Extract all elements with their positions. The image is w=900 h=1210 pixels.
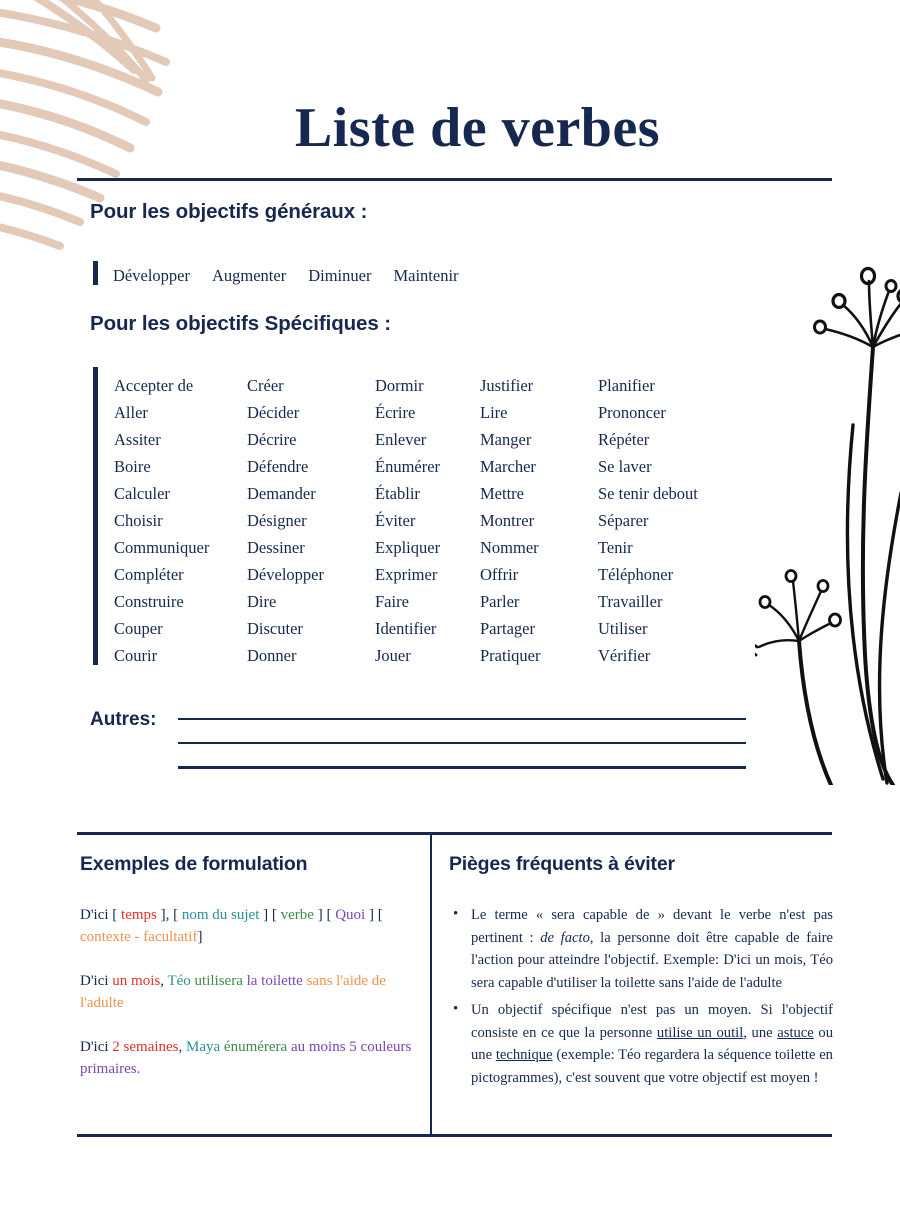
specific-verb-item: Faire <box>375 592 409 611</box>
example-segment: [ <box>112 907 122 923</box>
specific-verb-item: Prononcer <box>598 403 666 422</box>
panel-pitfalls <box>449 853 833 1094</box>
specific-verb-item: Courir <box>114 646 158 665</box>
verb-column <box>375 372 480 669</box>
example-segment: temps <box>121 907 157 923</box>
specific-verbs-grid <box>114 372 748 669</box>
specific-verb-item: Pratiquer <box>480 646 541 665</box>
specific-verb-item: Décrire <box>247 430 297 449</box>
verb-column <box>480 372 598 669</box>
specific-verb-item: Créer <box>247 376 284 395</box>
autres-write-in-lines[interactable] <box>178 718 746 769</box>
example-segment: la toilette <box>246 973 307 989</box>
specific-verb-item: Établir <box>375 484 420 503</box>
example-segment: [ <box>373 907 383 923</box>
specific-verb-item: Énumérer <box>375 457 441 476</box>
specific-verb-item: Tenir <box>598 538 633 557</box>
specific-verb-item: Calculer <box>114 484 170 503</box>
pitfall-item <box>449 904 833 994</box>
example-segment: , <box>178 1039 187 1055</box>
specific-verb-item: Donner <box>247 646 297 665</box>
section-heading-specific: Pour les objectifs Spécifiques : <box>90 312 391 335</box>
specific-verb-item: Exprimer <box>375 565 438 584</box>
example-segment: utilisera <box>194 973 247 989</box>
verb-column <box>598 372 748 669</box>
pitfalls-list <box>449 904 833 1089</box>
specific-verb-item: Écrire <box>375 403 416 422</box>
examples-container <box>80 904 420 1080</box>
example-segment: D'ici <box>80 907 113 923</box>
specific-verb-item: Assiter <box>114 430 161 449</box>
section-heading-general: Pour les objectifs généraux : <box>90 200 368 223</box>
example-segment: ] <box>313 907 327 923</box>
specific-verb-item: Couper <box>114 619 163 638</box>
formulation-example <box>80 970 420 1014</box>
pitfall-segment: (exemple: Téo regardera la séquence toilette en pictogrammes), c'est souvent que votre objectif est moyen ! <box>471 1047 833 1086</box>
example-segment: Quoi <box>335 907 366 923</box>
specific-verb-item: Partager <box>480 619 535 638</box>
accent-bar-general <box>93 261 98 285</box>
example-segment: [ <box>326 907 336 923</box>
specific-verb-item: Demander <box>247 484 316 503</box>
example-segment: un mois <box>112 973 161 989</box>
specific-verb-item: Construire <box>114 592 184 611</box>
title-divider <box>77 178 832 181</box>
panels-bottom-divider <box>77 1134 832 1137</box>
pitfall-segment: , la personne doit être capable de faire l'action pour atteindre l'objectif. Exemple: D'ici un mois, Téo sera capable d'utiliser la toilette sans l'aide de l'adulte <box>471 929 833 991</box>
specific-verb-item: Expliquer <box>375 538 441 557</box>
specific-verb-item: Se laver <box>598 457 652 476</box>
formulation-example <box>80 1036 420 1080</box>
example-segment: , <box>160 973 168 989</box>
specific-verb-item: Montrer <box>480 511 535 530</box>
pitfall-segment: Le terme « sera capable de » devant le verbe n'est pas pertinent : <box>471 907 833 946</box>
panel-examples-title: Exemples de formulation <box>80 853 308 875</box>
pitfall-segment: Un objectif spécifique n'est pas un moyen. Si l'objectif consiste en ce que la personne <box>471 1002 833 1041</box>
specific-verb-item: Travailler <box>598 592 663 611</box>
autres-blank-line[interactable] <box>178 742 746 744</box>
specific-verb-item: Répéter <box>598 430 650 449</box>
example-segment: énumérera <box>223 1039 291 1055</box>
example-segment: contexte - facultatif <box>80 929 198 945</box>
specific-verb-item: Compléter <box>114 565 184 584</box>
specific-verb-item: Développer <box>247 565 324 584</box>
bullet-icon: • <box>453 906 459 922</box>
general-verb-item: Développer <box>113 266 190 285</box>
specific-verb-item: Dire <box>247 592 277 611</box>
example-segment: D'ici <box>80 973 113 989</box>
pitfall-segment: , une <box>743 1024 778 1041</box>
pitfall-segment: astuce <box>777 1024 814 1041</box>
specific-verb-item: Parler <box>480 592 520 611</box>
bullet-icon: • <box>453 1001 459 1017</box>
autres-blank-line[interactable] <box>178 766 746 768</box>
example-segment: sans l'aide de l'adulte <box>80 973 386 1011</box>
page-title: Liste de verbes <box>294 97 661 159</box>
pitfall-segment: de facto <box>540 929 590 946</box>
specific-verb-item: Justifier <box>480 376 534 395</box>
specific-verb-item: Boire <box>114 457 151 476</box>
specific-verb-item: Téléphoner <box>598 565 674 584</box>
specific-verb-item: Dessiner <box>247 538 305 557</box>
specific-verb-item: Vérifier <box>598 646 651 665</box>
example-segment: [ <box>271 907 281 923</box>
specific-verb-item: Défendre <box>247 457 309 476</box>
specific-verb-item: Jouer <box>375 646 411 665</box>
pitfall-segment: technique <box>495 1047 553 1063</box>
example-segment: D'ici <box>80 1039 113 1055</box>
example-segment: Maya <box>186 1039 224 1055</box>
verb-column <box>247 372 375 669</box>
example-segment: ], <box>156 907 174 923</box>
general-verb-item: Diminuer <box>308 266 372 285</box>
specific-verb-item: Séparer <box>598 511 649 530</box>
panels-top-divider <box>77 832 832 835</box>
example-segment: verbe <box>280 907 314 923</box>
general-verbs-list <box>113 262 459 289</box>
autres-label: Autres: <box>90 709 157 730</box>
specific-verb-item: Mettre <box>480 484 524 503</box>
specific-verb-item: Manger <box>480 430 532 449</box>
specific-verb-item: Aller <box>114 403 148 422</box>
specific-verb-item: Identifier <box>375 619 437 638</box>
specific-verb-item: Nommer <box>480 538 539 557</box>
specific-verb-item: Lire <box>480 403 508 422</box>
panels-vertical-divider <box>430 834 432 1134</box>
pitfall-segment: ou une <box>471 1024 833 1063</box>
example-segment: [ <box>173 907 182 923</box>
example-segment: Téo <box>167 973 195 989</box>
example-segment: ] <box>365 907 374 923</box>
general-verb-item: Maintenir <box>393 266 459 285</box>
example-segment: ] <box>259 907 272 923</box>
specific-verb-item: Dormir <box>375 376 424 395</box>
general-verb-item: Augmenter <box>211 266 287 285</box>
specific-verb-item: Enlever <box>375 430 427 449</box>
specific-verb-item: Offrir <box>480 565 519 584</box>
example-segment: ] <box>197 929 203 945</box>
botanical-flower-illustration <box>755 255 900 785</box>
specific-verb-item: Marcher <box>480 457 536 476</box>
specific-verb-item: Utiliser <box>598 619 648 638</box>
verb-column <box>114 372 247 669</box>
example-segment: au moins 5 couleurs primaires. <box>80 1039 412 1077</box>
specific-verb-item: Accepter de <box>114 376 194 395</box>
autres-blank-line[interactable] <box>178 718 746 720</box>
specific-verb-item: Choisir <box>114 511 163 530</box>
specific-verb-item: Communiquer <box>114 538 210 557</box>
pitfall-segment: utilise un outil <box>656 1024 744 1041</box>
example-segment: nom du sujet <box>181 907 260 923</box>
specific-verb-item: Éviter <box>375 511 416 530</box>
panel-pitfalls-title: Pièges fréquents à éviter <box>449 853 675 875</box>
specific-verb-item: Discuter <box>247 619 303 638</box>
specific-verb-item: Planifier <box>598 376 655 395</box>
accent-bar-specific <box>93 367 98 665</box>
specific-verb-item: Décider <box>247 403 300 422</box>
specific-verb-item: Se tenir debout <box>598 484 698 503</box>
specific-verb-item: Désigner <box>247 511 307 530</box>
formulation-example <box>80 904 420 948</box>
panel-examples <box>80 853 420 1080</box>
example-segment: 2 semaines <box>112 1039 179 1055</box>
pitfall-item <box>449 999 833 1089</box>
